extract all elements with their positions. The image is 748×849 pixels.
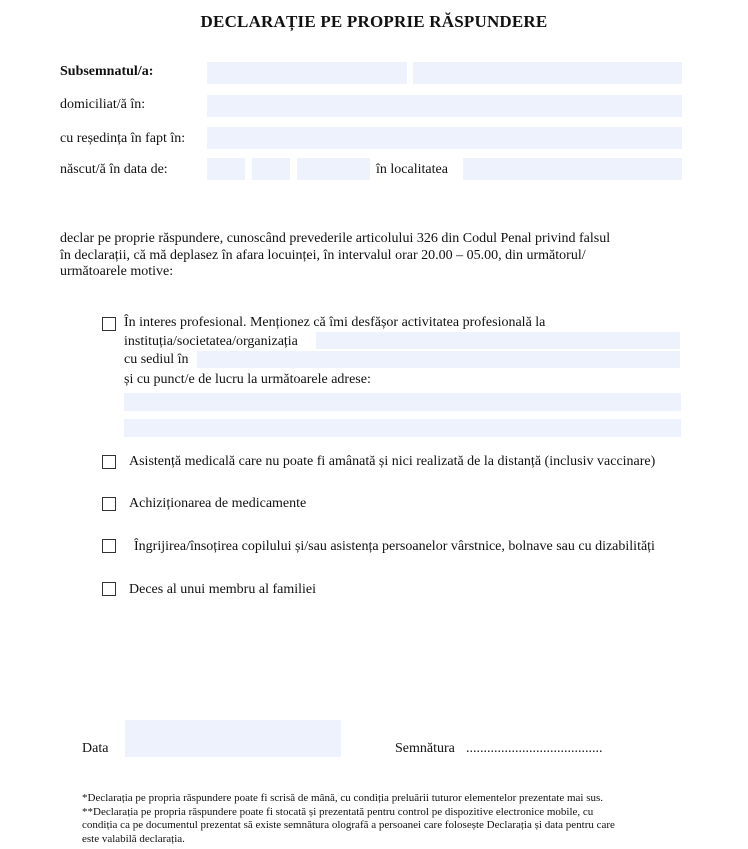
birth-year-field[interactable]	[297, 158, 370, 180]
sediul-field[interactable]	[197, 351, 680, 368]
work-address-field-1[interactable]	[124, 393, 681, 411]
ingrijire-label: Îngrijirea/însoțirea copilului și/sau asistența persoanelor vârstnice, bolnave sau cu dizabilități	[134, 539, 655, 554]
semnatura-label: Semnătura	[395, 741, 455, 756]
footnote-2-line-1: **Declarația pe propria răspundere poate fi stocată și prezentată pentru control pe dispozitive electronice mobile, cu	[82, 805, 594, 818]
data-label: Data	[82, 741, 109, 756]
declaration-line-2: în declarații, că mă deplasez în afara locuinței, în intervalul orar 20.00 – 05.00, din următorul/	[60, 247, 586, 263]
sediul-label: cu sediul în	[124, 352, 189, 367]
domicile-field[interactable]	[207, 95, 682, 117]
medical-label: Asistență medicală care nu poate fi amânată și nici realizată de la distanță (inclusiv vaccinare)	[129, 454, 656, 469]
institutia-label: instituția/societatea/organizația	[124, 334, 298, 349]
document-title: DECLARAȚIE PE PROPRIE RĂSPUNDERE	[200, 12, 548, 31]
punct-lucru-label: și cu punct/e de lucru la următoarele adrese:	[124, 372, 371, 387]
profesional-checkbox[interactable]	[102, 317, 116, 331]
localitatea-label: în localitatea	[376, 162, 448, 177]
medical-checkbox[interactable]	[102, 455, 116, 469]
domiciliat-label: domiciliat/ă în:	[60, 97, 146, 112]
birth-month-field[interactable]	[252, 158, 290, 180]
institutia-field[interactable]	[316, 332, 680, 349]
medicamente-label: Achiziționarea de medicamente	[129, 496, 307, 511]
footnotes	[82, 792, 615, 846]
medicamente-checkbox[interactable]	[102, 497, 116, 511]
deces-label: Deces al unui membru al familiei	[129, 582, 316, 597]
birth-day-field[interactable]	[207, 158, 245, 180]
residence-field[interactable]	[207, 127, 682, 149]
signature-line: .......................................	[466, 741, 603, 756]
footnote-2-line-3: este valabilă declarația.	[82, 832, 185, 845]
profesional-label: În interes profesional. Menționez că îmi desfășor activitatea profesională la	[124, 315, 546, 330]
resedinta-label: cu reședința în fapt în:	[60, 131, 186, 146]
subsemnatul-label: Subsemnatul/a:	[60, 64, 154, 79]
footnote-1: *Declarația pe propria răspundere poate fi scrisă de mână, cu condiția preluării tuturor elementelor prezentate mai sus.	[82, 792, 604, 804]
date-field[interactable]	[125, 720, 341, 757]
declaration-line-1: declar pe proprie răspundere, cunoscând prevederile articolului 326 din Codul Penal privind falsul	[60, 231, 611, 246]
deces-checkbox[interactable]	[102, 582, 116, 596]
first-name-field[interactable]	[207, 62, 407, 84]
ingrijire-checkbox[interactable]	[102, 539, 116, 553]
last-name-field[interactable]	[413, 62, 682, 84]
work-address-field-2[interactable]	[124, 419, 681, 437]
nascut-label: născut/ă în data de:	[60, 162, 168, 177]
birth-place-field[interactable]	[463, 158, 682, 180]
declaration-text	[60, 231, 610, 281]
declaration-line-3: următoarele motive:	[60, 264, 174, 279]
footnote-2-line-2: condiția ca pe documentul prezentat să existe semnătura olografă a persoanei care folosește Declarația și data pentru care	[82, 819, 615, 831]
